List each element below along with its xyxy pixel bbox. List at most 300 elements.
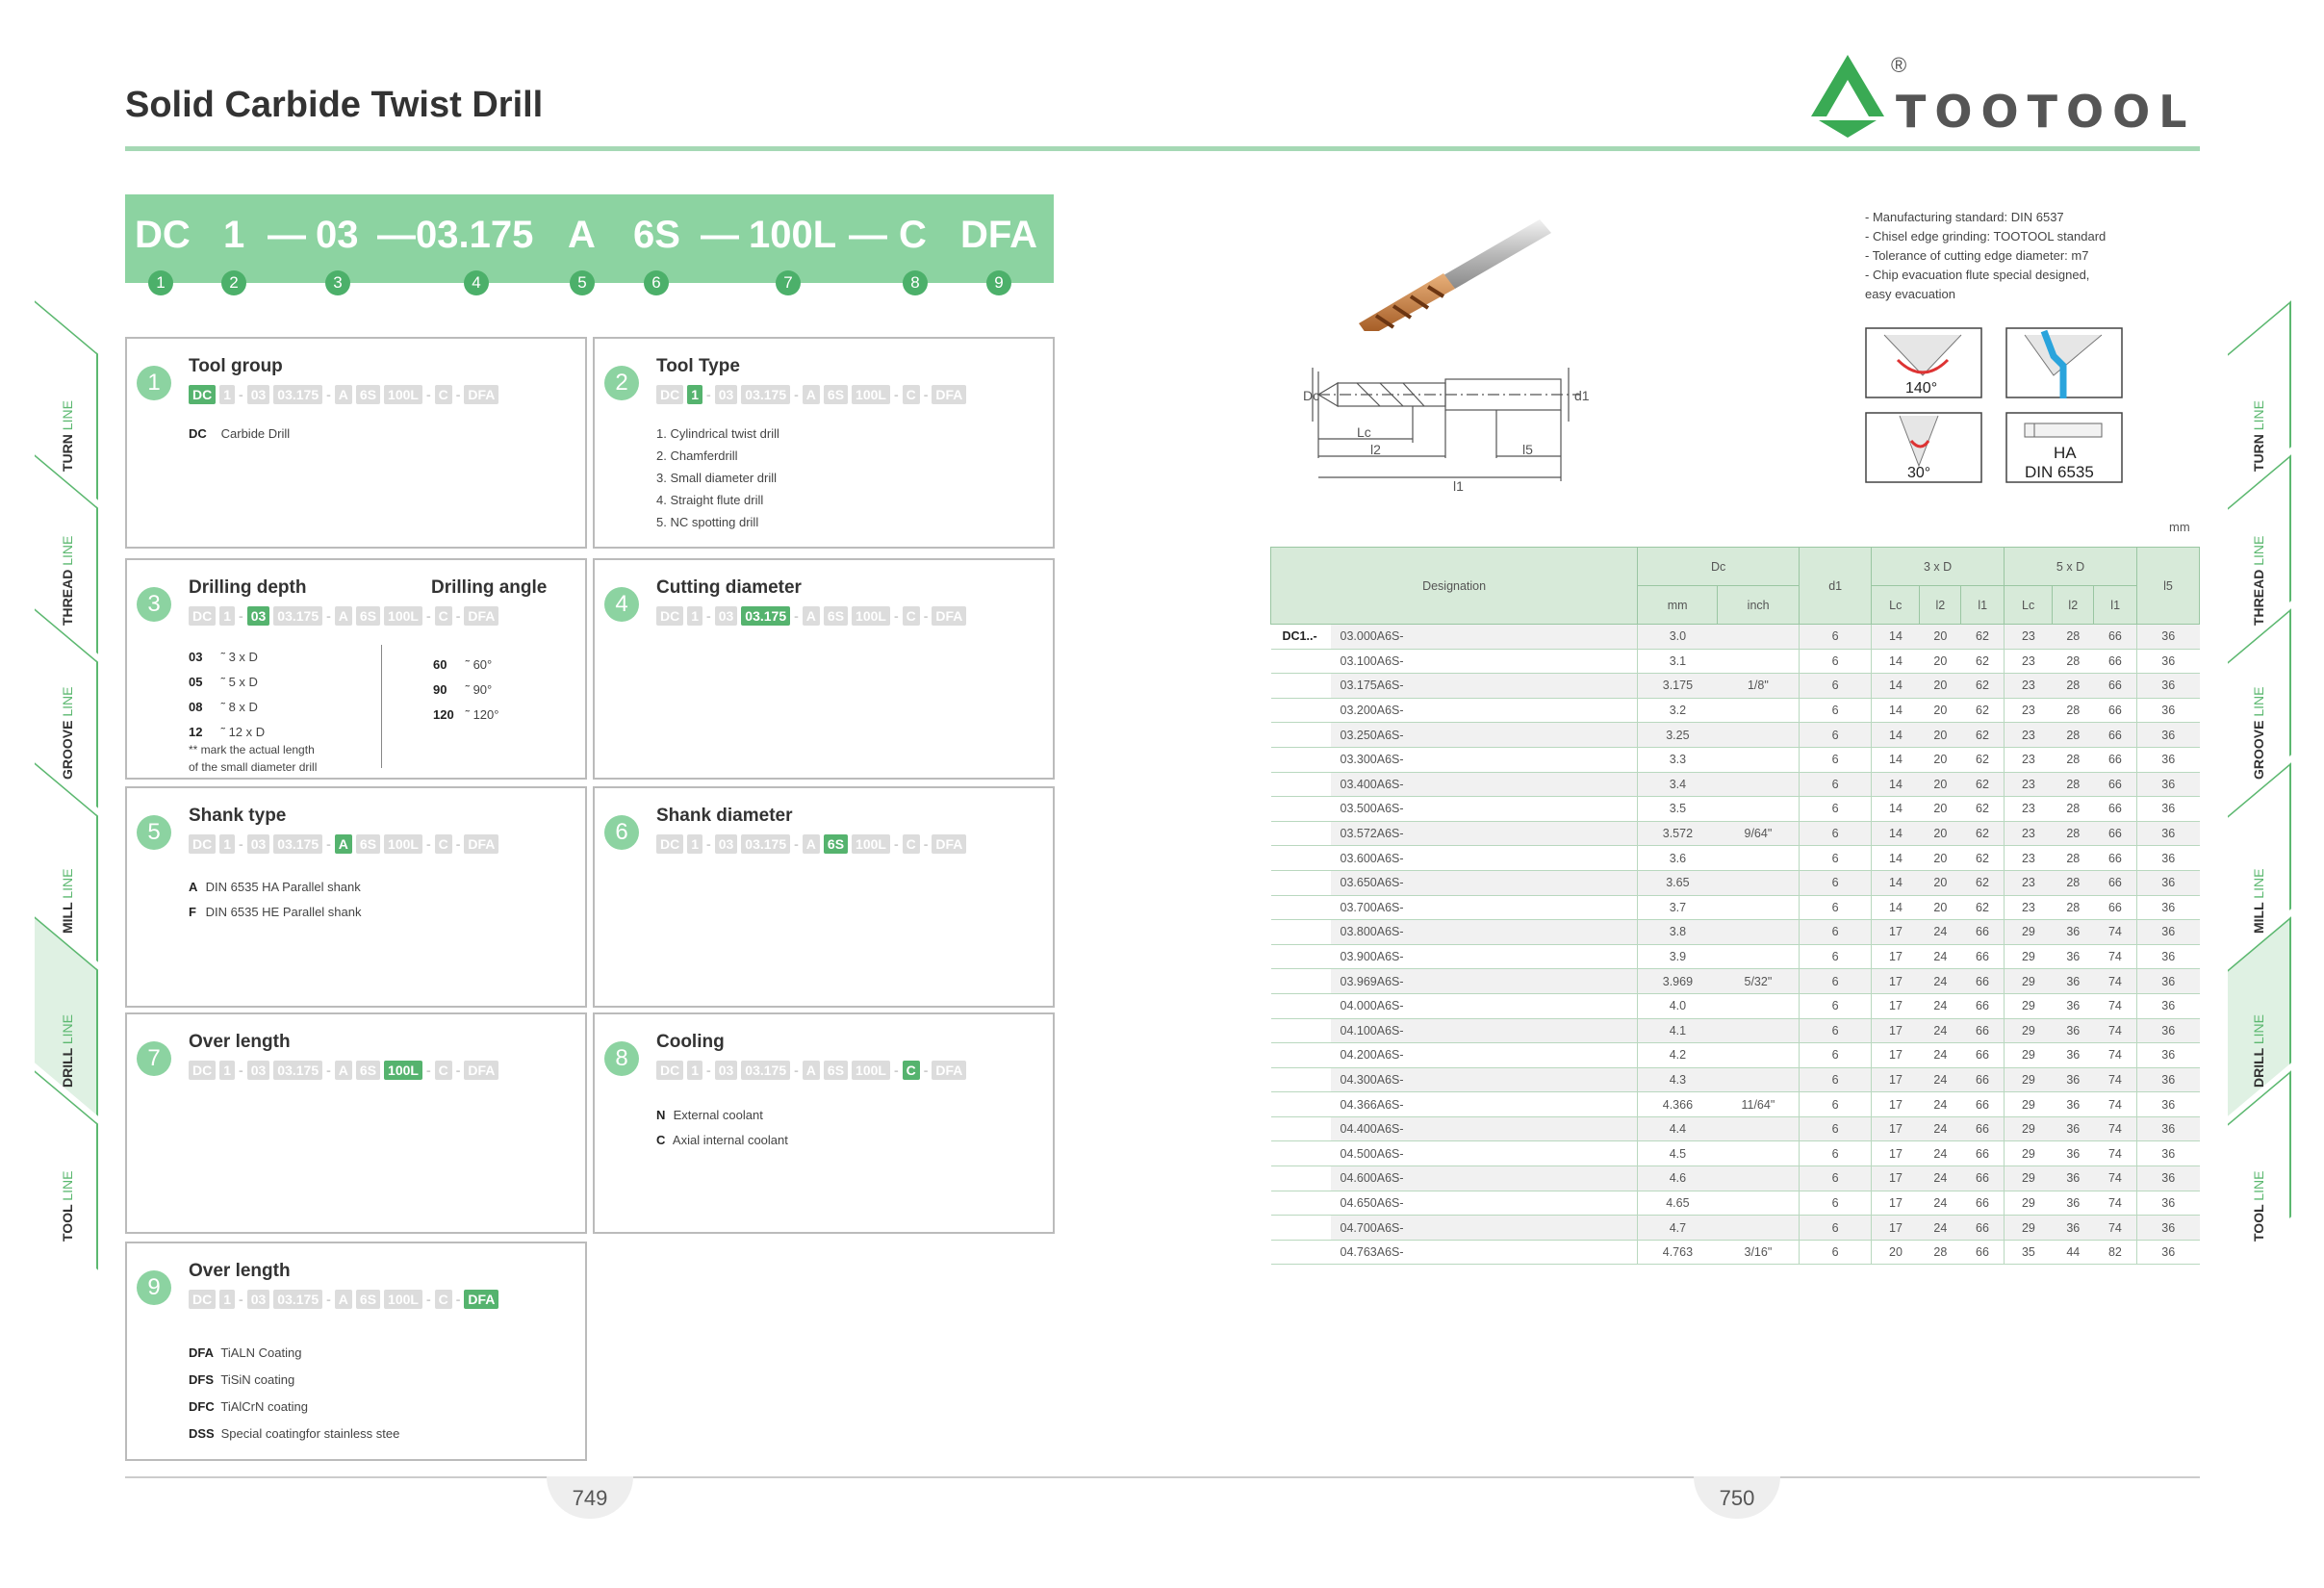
table-cell: 24 <box>1920 1191 1961 1216</box>
code-chip-dash: - <box>923 1063 929 1078</box>
designation-cell: 03.650A6S- <box>1331 870 1638 895</box>
panel-tool-group <box>125 337 587 549</box>
tab-suffix: LINE <box>2251 1014 2266 1045</box>
line-code: 120 <box>433 707 454 722</box>
table-cell: 66 <box>2094 625 2137 650</box>
code-chip: DC <box>656 606 683 626</box>
designation-cell: 04.500A6S- <box>1331 1141 1638 1166</box>
code-chip: 6S <box>356 1061 380 1080</box>
panel-line <box>189 1367 399 1394</box>
table-cell: 3.969 <box>1638 969 1718 994</box>
dim-label-l2: l2 <box>1370 442 1381 457</box>
table-cell: 4.6 <box>1638 1166 1718 1191</box>
group-cell <box>1271 920 1331 945</box>
code-chip: 03.175 <box>273 834 322 854</box>
table-row <box>1271 944 2200 969</box>
registered-mark: ® <box>1891 53 1907 77</box>
table-cell: 62 <box>1961 772 2005 797</box>
depth-note <box>189 741 317 776</box>
group-cell <box>1271 1116 1331 1141</box>
table-cell: 66 <box>1961 1067 2005 1092</box>
code-separator: — <box>377 214 416 256</box>
header-5xd: 5 x D <box>2005 548 2137 586</box>
mini-code <box>189 1290 498 1309</box>
code-chip-dash: - <box>425 608 431 624</box>
table-cell: 23 <box>2005 747 2053 772</box>
line-code: 05 <box>189 675 203 689</box>
code-chip: 03.175 <box>273 1061 322 1080</box>
table-cell: 62 <box>1961 747 2005 772</box>
code-chip: DFA <box>464 834 498 854</box>
table-cell <box>1718 1116 1800 1141</box>
table-cell: 4.0 <box>1638 993 1718 1018</box>
header-dc: Dc <box>1638 548 1800 586</box>
panel-title: Over length <box>189 1261 291 1281</box>
table-cell: 20 <box>1920 772 1961 797</box>
code-chip-dash: - <box>706 387 711 402</box>
line-code: DC <box>189 426 207 441</box>
panel-line <box>433 678 498 703</box>
table-cell: 23 <box>2005 895 2053 920</box>
code-chip: C <box>903 834 920 854</box>
side-tab-label <box>60 687 75 780</box>
code-chip-dash: - <box>326 1292 331 1307</box>
table-cell: 29 <box>2005 1067 2053 1092</box>
code-chip: 100L <box>384 1061 422 1080</box>
column-divider <box>381 645 382 768</box>
code-chip: A <box>335 385 352 404</box>
table-cell: 29 <box>2005 969 2053 994</box>
table-cell <box>1718 772 1800 797</box>
table-cell: 36 <box>2137 674 2200 699</box>
code-segment: 100L <box>749 214 837 256</box>
dimension-drawing <box>1299 362 1617 497</box>
line-code: 60 <box>433 657 447 672</box>
panel-number-badge: 5 <box>137 815 171 850</box>
panel-title: Shank diameter <box>656 806 793 826</box>
table-cell: 14 <box>1872 870 1920 895</box>
table-cell: 82 <box>2094 1240 2137 1265</box>
header-l1: l1 <box>2094 586 2137 625</box>
table-cell: 36 <box>2137 1191 2200 1216</box>
table-cell: 17 <box>1872 1166 1920 1191</box>
code-chip: 03.175 <box>741 834 790 854</box>
table-cell: 36 <box>2137 846 2200 871</box>
mini-code <box>656 834 966 854</box>
code-chip-dash: - <box>425 836 431 852</box>
panel-line <box>189 900 361 925</box>
table-cell: 24 <box>1920 993 1961 1018</box>
panel-lines <box>189 423 290 445</box>
table-cell: 17 <box>1872 1191 1920 1216</box>
table-row <box>1271 625 2200 650</box>
table-cell: 44 <box>2053 1240 2094 1265</box>
point-angle-140-icon <box>1865 327 1982 398</box>
table-cell: 36 <box>2053 1216 2094 1241</box>
table-cell: 29 <box>2005 1018 2053 1043</box>
designation-cell: 03.300A6S- <box>1331 747 1638 772</box>
line-code: C <box>656 1133 666 1147</box>
table-cell: 29 <box>2005 1191 2053 1216</box>
table-cell: 28 <box>2053 625 2094 650</box>
page-title: Solid Carbide Twist Drill <box>125 85 544 125</box>
table-cell: 6 <box>1800 625 1872 650</box>
table-cell: 66 <box>1961 1043 2005 1068</box>
line-text: ˜ 5 x D <box>220 675 258 689</box>
panel-number-badge: 2 <box>604 366 639 400</box>
table-cell: 24 <box>1920 1116 1961 1141</box>
code-chip-dash: - <box>794 1063 799 1078</box>
designation-cell: 04.763A6S- <box>1331 1240 1638 1265</box>
side-tab-label <box>60 536 75 626</box>
header-lc: Lc <box>2005 586 2053 625</box>
panel-lines <box>656 1103 788 1153</box>
panel-line <box>656 1103 788 1128</box>
line-code: A <box>189 880 198 894</box>
mini-code <box>656 1061 966 1080</box>
table-cell: 20 <box>1920 797 1961 822</box>
table-cell: 36 <box>2053 993 2094 1018</box>
table-cell <box>1718 1191 1800 1216</box>
code-chip: 100L <box>852 834 890 854</box>
code-chip: 100L <box>852 385 890 404</box>
din-label: DIN 6535 <box>2025 463 2094 481</box>
dim-label-d1: d1 <box>1574 388 1590 403</box>
table-cell: 23 <box>2005 772 2053 797</box>
table-cell: 36 <box>2053 920 2094 945</box>
group-cell <box>1271 895 1331 920</box>
code-chip-dash: - <box>706 608 711 624</box>
depth-lines <box>189 645 265 745</box>
table-cell: 6 <box>1800 993 1872 1018</box>
table-row <box>1271 870 2200 895</box>
logo-mark-icon <box>1809 53 1886 138</box>
table-cell: 14 <box>1872 846 1920 871</box>
code-chip: 1 <box>687 834 702 854</box>
panel-coating <box>125 1242 587 1461</box>
header-l2: l2 <box>1920 586 1961 625</box>
code-chip: 6S <box>824 834 848 854</box>
line-code: F <box>189 905 196 919</box>
group-label: DC1..- <box>1271 625 1331 650</box>
table-cell: 6 <box>1800 944 1872 969</box>
panel-shank-type <box>125 786 587 1008</box>
code-chip: 100L <box>384 385 422 404</box>
table-cell: 66 <box>2094 870 2137 895</box>
table-cell: 24 <box>1920 1092 1961 1117</box>
group-cell <box>1271 1043 1331 1068</box>
code-chip-dash: - <box>893 1063 899 1078</box>
table-cell: 36 <box>2053 944 2094 969</box>
table-cell: 74 <box>2094 1018 2137 1043</box>
designation-cell: 04.700A6S- <box>1331 1216 1638 1241</box>
line-text: ˜ 8 x D <box>220 700 258 714</box>
table-cell: 6 <box>1800 969 1872 994</box>
code-chip-dash: - <box>706 1063 711 1078</box>
panel-cooling <box>593 1012 1055 1234</box>
code-chip: 03 <box>715 1061 738 1080</box>
code-chip-dash: - <box>239 1063 243 1078</box>
table-cell: 62 <box>1961 797 2005 822</box>
code-chip: 1 <box>219 1061 235 1080</box>
table-cell: 28 <box>2053 698 2094 723</box>
table-cell: 74 <box>2094 1043 2137 1068</box>
line-text: Special coatingfor stainless stee <box>220 1426 400 1441</box>
code-chip-dash: - <box>923 608 929 624</box>
table-cell: 36 <box>2137 1043 2200 1068</box>
code-chip: 03.175 <box>741 606 790 626</box>
dim-label-lc: Lc <box>1357 424 1371 440</box>
table-row <box>1271 1216 2200 1241</box>
code-chip: A <box>803 834 820 854</box>
table-cell: 4.65 <box>1638 1191 1718 1216</box>
line-text: External coolant <box>673 1108 763 1122</box>
table-cell: 6 <box>1800 1141 1872 1166</box>
table-cell: 6 <box>1800 1240 1872 1265</box>
table-cell: 14 <box>1872 821 1920 846</box>
table-cell: 6 <box>1800 821 1872 846</box>
table-cell: 29 <box>2005 1216 2053 1241</box>
table-cell: 28 <box>2053 772 2094 797</box>
table-row <box>1271 920 2200 945</box>
code-number-badge: 1 <box>148 270 173 295</box>
designation-cell: 04.400A6S- <box>1331 1116 1638 1141</box>
tab-word: DRILL <box>60 1048 75 1088</box>
line-text: DIN 6535 HA Parallel shank <box>205 880 361 894</box>
code-chip: DC <box>656 834 683 854</box>
table-cell: 36 <box>2137 993 2200 1018</box>
table-cell: 4.763 <box>1638 1240 1718 1265</box>
table-cell: 36 <box>2137 1067 2200 1092</box>
designation-cell: 03.800A6S- <box>1331 920 1638 945</box>
feature-line: easy evacuation <box>1865 287 1955 301</box>
dim-label-l5: l5 <box>1522 442 1533 457</box>
side-tab-label <box>60 400 75 472</box>
table-cell: 6 <box>1800 723 1872 748</box>
side-tab-label <box>2251 687 2266 780</box>
table-cell: 24 <box>1920 1018 1961 1043</box>
table-cell: 74 <box>2094 969 2137 994</box>
table-cell: 66 <box>1961 1116 2005 1141</box>
table-cell: 14 <box>1872 698 1920 723</box>
table-cell: 74 <box>2094 1216 2137 1241</box>
code-chip-dash: - <box>326 608 331 624</box>
table-cell: 36 <box>2137 821 2200 846</box>
table-cell: 3.25 <box>1638 723 1718 748</box>
table-cell: 29 <box>2005 1166 2053 1191</box>
code-chip: 100L <box>384 834 422 854</box>
table-cell: 36 <box>2137 1018 2200 1043</box>
table-cell: 14 <box>1872 674 1920 699</box>
code-chip: A <box>803 385 820 404</box>
table-row <box>1271 821 2200 846</box>
table-cell: 62 <box>1961 649 2005 674</box>
spec-table <box>1270 547 2200 1265</box>
code-chip: A <box>335 606 352 626</box>
code-number-badge: 4 <box>464 270 489 295</box>
shank-ha-icon <box>2005 412 2123 483</box>
panel-number-badge: 7 <box>137 1041 171 1076</box>
line-code: N <box>656 1108 666 1122</box>
table-cell: 17 <box>1872 1216 1920 1241</box>
panel-number-badge: 4 <box>604 587 639 622</box>
code-chip: DFA <box>932 385 966 404</box>
group-cell <box>1271 649 1331 674</box>
table-cell <box>1718 895 1800 920</box>
table-cell: 6 <box>1800 1092 1872 1117</box>
tab-word: MILL <box>2251 902 2266 934</box>
table-cell: 36 <box>2137 649 2200 674</box>
panel-lines <box>656 423 779 533</box>
table-cell: 66 <box>2094 895 2137 920</box>
code-number-badge: 8 <box>903 270 928 295</box>
group-cell <box>1271 797 1331 822</box>
designation-cell: 04.200A6S- <box>1331 1043 1638 1068</box>
tab-word: TURN <box>2251 434 2266 472</box>
group-cell <box>1271 1018 1331 1043</box>
designation-cell: 03.000A6S- <box>1331 625 1638 650</box>
table-cell <box>1718 723 1800 748</box>
table-row <box>1271 1018 2200 1043</box>
header-l5: l5 <box>2137 548 2200 625</box>
table-cell: 36 <box>2053 1166 2094 1191</box>
code-number-badge: 3 <box>325 270 350 295</box>
feature-list <box>1865 208 2106 304</box>
table-cell: 28 <box>2053 821 2094 846</box>
table-cell: 6 <box>1800 1043 1872 1068</box>
table-cell: 74 <box>2094 1067 2137 1092</box>
designation-cell: 03.900A6S- <box>1331 944 1638 969</box>
code-chip: 1 <box>687 385 702 404</box>
table-cell: 20 <box>1920 723 1961 748</box>
table-cell <box>1718 920 1800 945</box>
brand-name: TOOTOOL <box>1896 86 2196 138</box>
table-cell: 36 <box>2053 1141 2094 1166</box>
code-chip: 03 <box>247 1290 270 1309</box>
designation-cell: 04.366A6S- <box>1331 1092 1638 1117</box>
code-number-badge: 5 <box>570 270 595 295</box>
table-cell: 17 <box>1872 1018 1920 1043</box>
table-cell: 3.7 <box>1638 895 1718 920</box>
mini-code <box>656 385 966 404</box>
tab-suffix: LINE <box>60 1014 75 1045</box>
table-cell: 28 <box>2053 797 2094 822</box>
table-cell: 36 <box>2137 1141 2200 1166</box>
table-cell: 6 <box>1800 747 1872 772</box>
table-row <box>1271 969 2200 994</box>
tab-word: GROOVE <box>60 720 75 780</box>
tab-suffix: LINE <box>2251 686 2266 717</box>
line-code: 08 <box>189 700 203 714</box>
table-unit: mm <box>2169 520 2190 534</box>
code-chip: 100L <box>384 1290 422 1309</box>
code-chip: 100L <box>852 606 890 626</box>
table-row <box>1271 772 2200 797</box>
angle-140-label: 140° <box>1905 380 1938 397</box>
table-cell: 74 <box>2094 944 2137 969</box>
code-chip: 03.175 <box>273 1290 322 1309</box>
table-cell: 66 <box>1961 1240 2005 1265</box>
table-cell: 3.1 <box>1638 649 1718 674</box>
table-cell: 9/64" <box>1718 821 1800 846</box>
code-chip: 03.175 <box>273 385 322 404</box>
code-chip: 6S <box>356 1290 380 1309</box>
table-cell: 66 <box>2094 649 2137 674</box>
code-chip-dash: - <box>923 836 929 852</box>
table-cell: 28 <box>2053 674 2094 699</box>
code-chip-dash: - <box>239 836 243 852</box>
tab-suffix: LINE <box>2251 400 2266 431</box>
table-cell: 36 <box>2137 723 2200 748</box>
table-cell: 6 <box>1800 698 1872 723</box>
code-chip: A <box>335 834 352 854</box>
feature-line: - Chip evacuation flute special designed, <box>1865 268 2090 282</box>
table-cell: 66 <box>1961 1018 2005 1043</box>
table-cell: 14 <box>1872 772 1920 797</box>
code-chip: 03 <box>247 1061 270 1080</box>
mini-code <box>189 385 498 404</box>
code-chip: DC <box>656 1061 683 1080</box>
table-cell: 3.0 <box>1638 625 1718 650</box>
table-cell: 4.1 <box>1638 1018 1718 1043</box>
code-segment: 6S <box>633 214 680 256</box>
table-cell: 66 <box>2094 747 2137 772</box>
table-row <box>1271 1043 2200 1068</box>
table-cell: 4.2 <box>1638 1043 1718 1068</box>
table-cell <box>1718 1141 1800 1166</box>
footer-divider <box>125 1476 2200 1478</box>
panel-number-badge: 6 <box>604 815 639 850</box>
header-l2: l2 <box>2053 586 2094 625</box>
group-cell <box>1271 846 1331 871</box>
table-row <box>1271 649 2200 674</box>
table-cell: 74 <box>2094 1191 2137 1216</box>
table-cell: 66 <box>2094 723 2137 748</box>
table-cell: 36 <box>2137 1216 2200 1241</box>
spec-table-body <box>1271 625 2200 1265</box>
code-number-badge: 9 <box>986 270 1011 295</box>
table-cell: 23 <box>2005 674 2053 699</box>
code-segment: 1 <box>223 214 245 256</box>
table-cell: 36 <box>2053 1018 2094 1043</box>
panel-line: 1. Cylindrical twist drill <box>656 426 779 441</box>
code-chip-dash: - <box>794 387 799 402</box>
angle-30-label: 30° <box>1907 465 1931 481</box>
table-cell: 6 <box>1800 1191 1872 1216</box>
code-chip: 1 <box>687 1061 702 1080</box>
group-cell <box>1271 1240 1331 1265</box>
code-chip: A <box>803 1061 820 1080</box>
header-mm: mm <box>1638 586 1718 625</box>
table-cell: 62 <box>1961 846 2005 871</box>
code-chip: C <box>435 1290 452 1309</box>
code-chip-dash: - <box>425 1292 431 1307</box>
table-cell: 17 <box>1872 1141 1920 1166</box>
page-number-left: 749 <box>547 1476 633 1519</box>
table-cell: 66 <box>2094 674 2137 699</box>
mini-code <box>189 1061 498 1080</box>
line-code: 12 <box>189 725 203 739</box>
table-cell: 11/64" <box>1718 1092 1800 1117</box>
table-cell: 28 <box>2053 723 2094 748</box>
code-chip-dash: - <box>239 387 243 402</box>
table-cell: 24 <box>1920 944 1961 969</box>
table-cell: 24 <box>1920 920 1961 945</box>
tab-suffix: LINE <box>60 400 75 431</box>
table-cell <box>1718 625 1800 650</box>
table-cell: 4.5 <box>1638 1141 1718 1166</box>
code-chip: 6S <box>824 1061 848 1080</box>
